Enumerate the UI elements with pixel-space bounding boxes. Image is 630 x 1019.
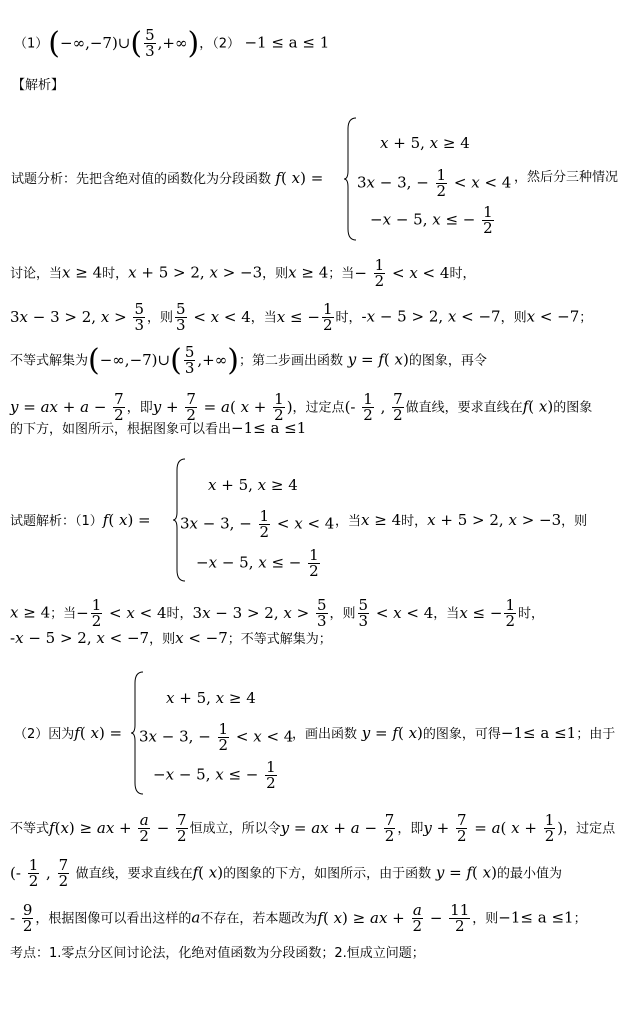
piece1-row3: −x − 5, x ≤ − $\frac{1}{2}$ [370, 203, 493, 237]
answer-part1-label: （1） [14, 36, 49, 52]
jiexi-heading: 【解析】 [12, 78, 65, 93]
piece2-row2: 3x − 3, − $\frac{1}{2}$ < x < 4 [180, 507, 335, 541]
solution-ineq-line: 不等式f(x) ≥ ax + $\frac{a}{2}$ − $\frac{7}{2}$ 恒成立，所以令y = ax + a − $\frac{7}{2}$ ，即y + $\frac{7}{2}$ = a( x + $\frac{1}{2}$ )，过定点 [10, 811, 616, 845]
analysis-intro-line: 试题分析：先把含绝对值的函数化为分段函数 f( x) = [11, 169, 324, 187]
answer-interval: (−∞,−7)∪( $\frac{5}{3}$ ,+∞) [48, 25, 200, 61]
piece2-row1: x + 5, x ≥ 4 [208, 476, 298, 494]
answer-part2-label: ，（2） [199, 36, 240, 52]
piece1-row2: 3x − 3, − $\frac{1}{2}$ < x < 4 [357, 166, 512, 200]
analysis-below-line: 的下方，如图所示，根据图象可以看出−1≤ a ≤1 [10, 419, 307, 437]
solution-case2-line: x ≥ 4；当− $\frac{1}{2}$ < x < 4时，3x − 3 > 2, x > $\frac{5}{3}$ ，则 $\frac{5}{3}$ < x < 4，当x ≤ − $\frac{1}{2}$ 时， [10, 596, 545, 630]
piece3-row3: −x − 5, x ≤ − $\frac{1}{2}$ [153, 758, 276, 792]
analysis-then: ，然后分三种情况 [514, 170, 619, 185]
piece1-row1: x + 5, x ≥ 4 [380, 134, 470, 152]
solution-case3-line: -x − 5 > 2, x < −7，则x < −7；不等式解集为； [10, 629, 332, 647]
brace-1 [344, 117, 358, 241]
solution-line-line: (- $\frac{1}{2}$ , $\frac{7}{2}$ 做直线，要求直线在f( x)的图象的下方，如图所示，由于函数 y = f( x)的最小值为 [10, 856, 563, 890]
analysis-discuss-line: 讨论，当x ≥ 4时，x + 5 > 2, x > −3，则x ≥ 4；当− $\frac{1}{2}$ < x < 4时， [10, 256, 476, 290]
analysis-solset-line: 不等式解集为(−∞,−7)∪( $\frac{5}{3}$ ,+∞)；第二步画出函数 y = f( x)的图象，再令 [10, 342, 487, 378]
analysis-case2-line: 3x − 3 > 2, x > $\frac{5}{3}$ ，则 $\frac{5}{3}$ < x < 4，当x ≤ − $\frac{1}{2}$ 时，-x − 5 > 2, x < −7，则x < −7； [10, 300, 593, 334]
piece2-row3: −x − 5, x ≤ − $\frac{1}{2}$ [196, 546, 319, 580]
solution-final-line: - $\frac{9}{2}$ ，根据图像可以看出这样的a不存在，若本题改为f( x) ≥ ax + $\frac{a}{2}$ − $\frac{11}{2}$ ，则−1≤ a ≤1； [10, 901, 587, 935]
solution-case1: ，当x ≥ 4时，x + 5 > 2, x > −3，则 [335, 511, 588, 529]
solution-p2-line: （2）因为f( x) = [14, 724, 123, 742]
kaodian-line: 考点：1.零点分区间讨论法，化绝对值函数为分段函数；2.恒成立问题； [10, 946, 425, 961]
answer-range: −1 ≤ a ≤ 1 [244, 33, 330, 52]
solution-label-line: 试题解析：（1）f( x) = [10, 511, 151, 529]
piece3-row2: 3x − 3, − $\frac{1}{2}$ < x < 4 [139, 720, 294, 754]
piece3-row1: x + 5, x ≥ 4 [166, 689, 256, 707]
analysis-line-eq: y = ax + a − $\frac{7}{2}$ ，即y + $\frac{7}{2}$ = a( x + $\frac{1}{2}$ )，过定点(- $\frac{1}{2}$ , $\frac{7}{2}$ 做直线，要求直线在f( x)的图象 [10, 390, 593, 424]
solution-p2-draw: ，画出函数 y = f( x)的图象，可得−1≤ a ≤1；由于 [292, 724, 616, 742]
answer-line [14, 25, 330, 61]
